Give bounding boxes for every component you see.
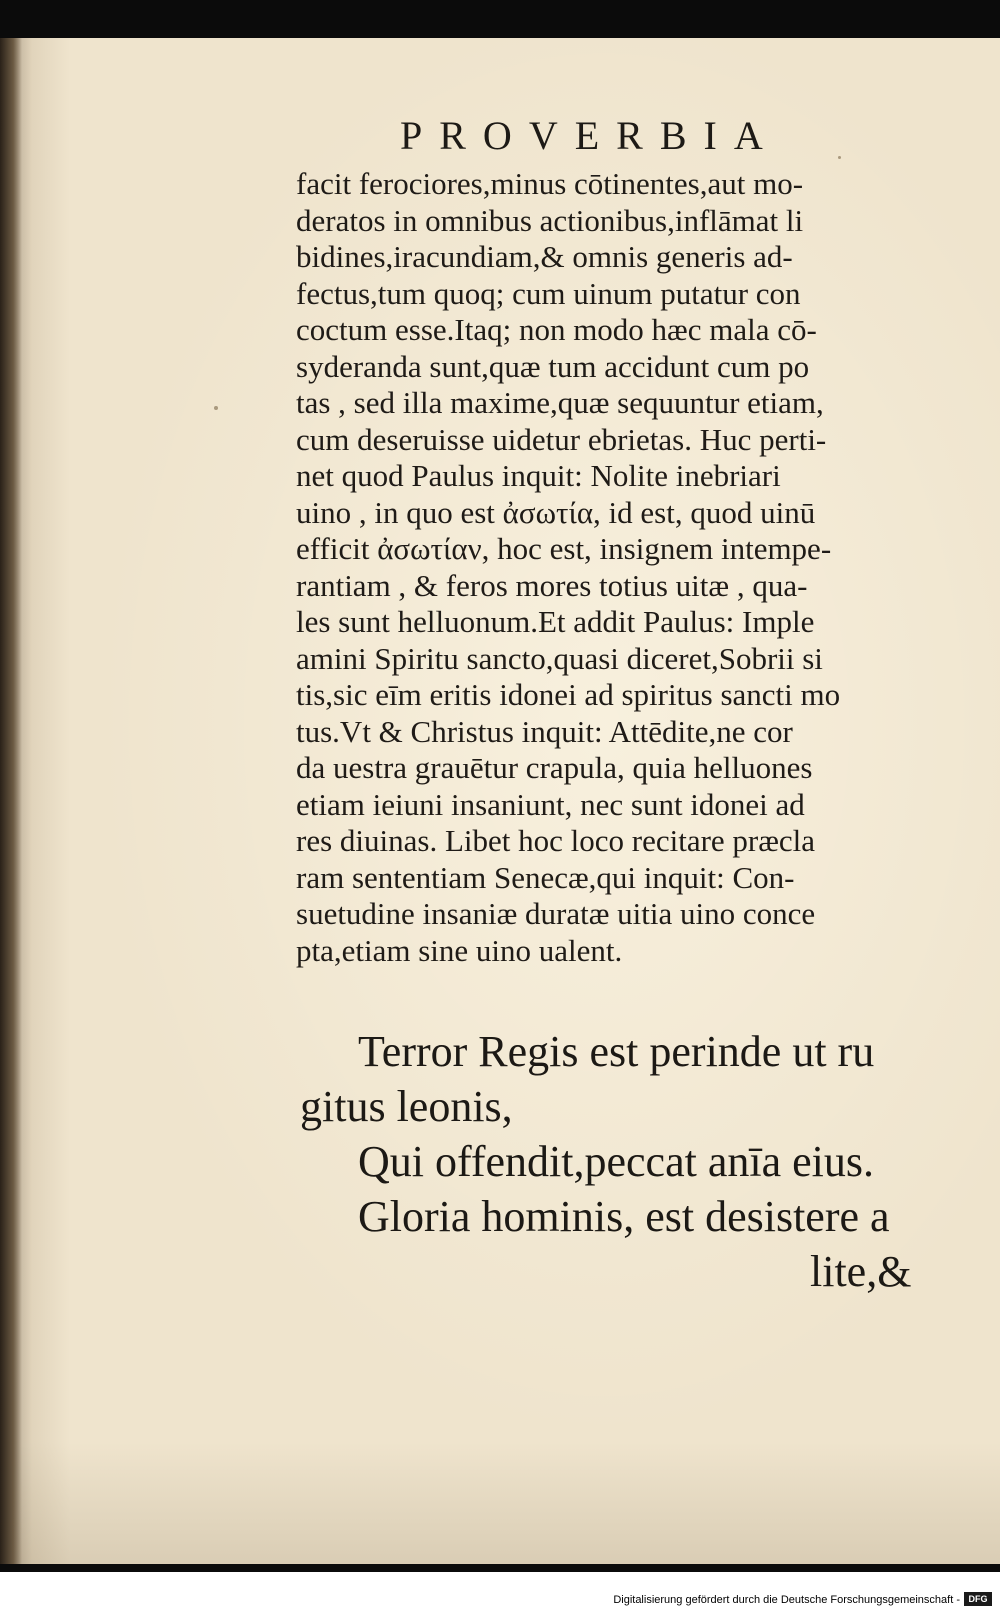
- text-line: efficit ἀσωτίαν, hoc est, insignem intempe-: [296, 531, 832, 566]
- funding-credit: Digitalisierung gefördert durch die Deutsche Forschungsgemeinschaft -: [613, 1594, 960, 1606]
- text-line: tis,sic eīm eritis idonei ad spiritus sancti mo: [296, 677, 841, 712]
- text-line: les sunt helluonum.Et addit Paulus: Imple: [296, 604, 815, 639]
- text-line: tas , sed illa maxime,quæ sequuntur etiam,: [296, 385, 824, 420]
- text-line: tus.Vt & Christus inquit: Attēdite,ne cor: [296, 713, 793, 749]
- paper-speck: [214, 406, 218, 410]
- running-head: PROVERBIA: [400, 113, 780, 158]
- text-line: pta,etiam sine uino ualent.: [296, 932, 623, 968]
- text-line: res diuinas. Libet hoc loco recitare præcla: [296, 823, 816, 858]
- text-line: amini Spiritu sancto,quasi diceret,Sobrii si: [296, 640, 823, 676]
- proverb-line: lite,&: [810, 1247, 912, 1296]
- text-line: suetudine insaniæ duratæ uitia uino conce: [296, 896, 816, 931]
- paper-speck: [838, 156, 841, 159]
- text-line: deratos in omnibus actionibus,inflāmat li: [296, 202, 804, 238]
- text-line: da uestra grauētur crapula, quia helluones: [296, 750, 813, 785]
- dfg-logo: DFG: [964, 1592, 992, 1606]
- commentary-text: [296, 166, 936, 969]
- text-line: ram sententiam Senecæ,qui inquit: Con-: [296, 859, 795, 895]
- proverb-text: [300, 1024, 950, 1299]
- text-line: uino , in quo est ἀσωτία, id est, quod uinū: [296, 494, 816, 530]
- text-line: facit ferociores,minus cōtinentes,aut mo-: [296, 166, 804, 201]
- text-line: bidines,iracundiam,& omnis generis ad-: [296, 239, 793, 274]
- text-line: cum deseruisse uidetur ebrietas. Huc perti-: [296, 421, 827, 457]
- proverb-line: Terror Regis est perinde ut ru: [358, 1027, 875, 1076]
- text-line: fectus,tum quoq; cum uinum putatur con: [296, 275, 801, 311]
- proverb-line: Qui offendit,peccat anīa eius.: [358, 1137, 874, 1186]
- page-gutter: [0, 38, 22, 1564]
- text-line: rantiam , & feros mores totius uitæ , qua-: [296, 567, 808, 603]
- text-line: etiam ieiuni insaniunt, nec sunt idonei ad: [296, 786, 805, 822]
- proverb-line: Gloria hominis, est desistere a: [358, 1192, 890, 1241]
- text-line: net quod Paulus inquit: Nolite inebriari: [296, 458, 781, 493]
- text-line: syderanda sunt,quæ tum accidunt cum po: [296, 348, 810, 384]
- proverb-line: gitus leonis,: [300, 1082, 513, 1131]
- text-line: coctum esse.Itaq; non modo hæc mala cō-: [296, 312, 817, 347]
